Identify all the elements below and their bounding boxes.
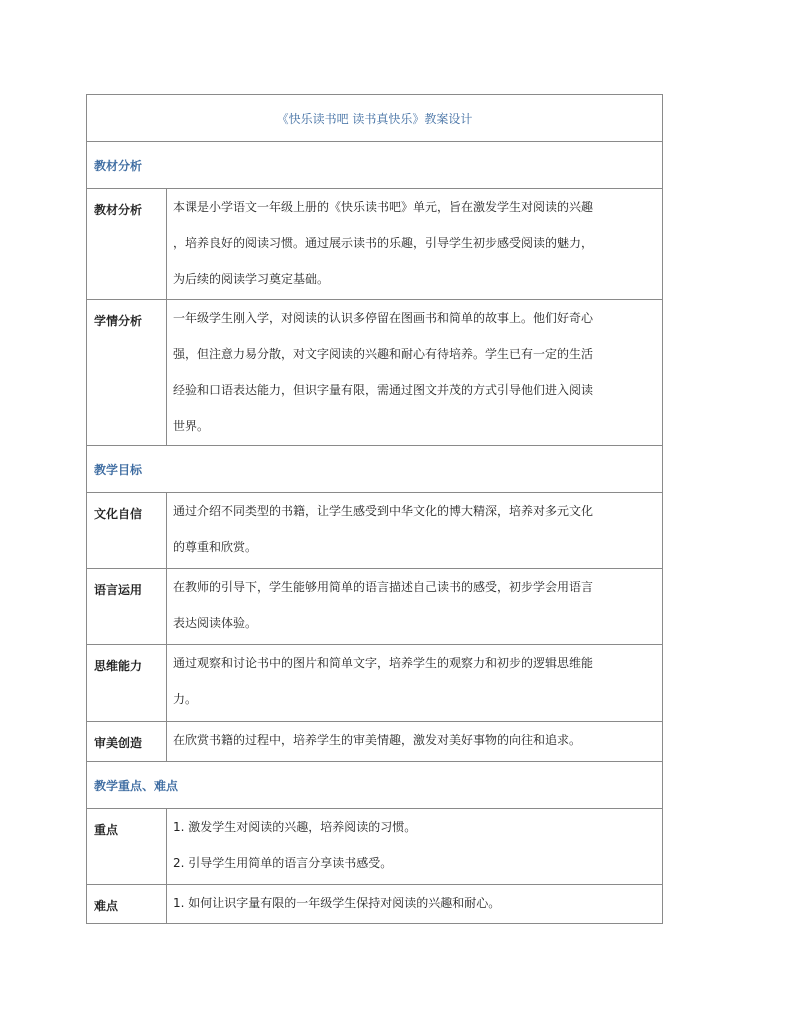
content-line: 经验和口语表达能力，但识字量有限，需通过图文并茂的方式引导他们进入阅读	[173, 383, 594, 397]
section-header-row	[87, 762, 663, 809]
content-line: 通过观察和讨论书中的图片和简单文字，培养学生的观察力和初步的逻辑思维能	[173, 656, 594, 670]
row-label: 思维能力	[87, 645, 167, 722]
section-heading: 教学目标	[87, 446, 663, 493]
table-row	[87, 493, 663, 569]
content-line: 一年级学生刚入学，对阅读的认识多停留在图画书和简单的故事上。他们好奇心	[173, 311, 594, 325]
table-row	[87, 189, 663, 300]
content-line: 在欣赏书籍的过程中，培养学生的审美情趣，激发对美好事物的向往和追求。	[173, 733, 582, 747]
row-content	[167, 809, 663, 885]
lesson-plan-table	[86, 94, 663, 924]
table-row	[87, 885, 663, 924]
table-row	[87, 645, 663, 722]
row-label: 学情分析	[87, 300, 167, 446]
row-label: 文化自信	[87, 493, 167, 569]
content-line: 2. 引导学生用简单的语言分享读书感受。	[173, 856, 393, 870]
table-row	[87, 809, 663, 885]
section-header-row	[87, 142, 663, 189]
content-line: 世界。	[173, 419, 210, 433]
row-content	[167, 645, 663, 722]
row-content	[167, 493, 663, 569]
row-content	[167, 300, 663, 446]
table-row	[87, 722, 663, 762]
content-line: 强，但注意力易分散，对文字阅读的兴趣和耐心有待培养。学生已有一定的生活	[173, 347, 594, 361]
row-label: 重点	[87, 809, 167, 885]
document-title: 《快乐读书吧 读书真快乐》教案设计	[87, 95, 663, 142]
title-row	[87, 95, 663, 142]
row-content	[167, 189, 663, 300]
row-content	[167, 569, 663, 645]
lesson-plan-document	[86, 94, 662, 924]
content-line: 表达阅读体验。	[173, 616, 258, 630]
content-line: 的尊重和欣赏。	[173, 540, 258, 554]
row-label: 语言运用	[87, 569, 167, 645]
content-line: 在教师的引导下，学生能够用简单的语言描述自己读书的感受，初步学会用语言	[173, 580, 594, 594]
content-line: 1. 如何让识字量有限的一年级学生保持对阅读的兴趣和耐心。	[173, 896, 501, 910]
row-label: 审美创造	[87, 722, 167, 762]
row-label: 难点	[87, 885, 167, 924]
section-heading: 教材分析	[87, 142, 663, 189]
table-row	[87, 569, 663, 645]
row-content	[167, 885, 663, 924]
row-label: 教材分析	[87, 189, 167, 300]
content-line: 力。	[173, 692, 198, 706]
row-content	[167, 722, 663, 762]
content-line: ，培养良好的阅读习惯。通过展示读书的乐趣，引导学生初步感受阅读的魅力，	[173, 236, 594, 250]
content-line: 通过介绍不同类型的书籍，让学生感受到中华文化的博大精深，培养对多元文化	[173, 504, 594, 518]
section-header-row	[87, 446, 663, 493]
content-line: 本课是小学语文一年级上册的《快乐读书吧》单元，旨在激发学生对阅读的兴趣	[173, 200, 594, 214]
content-line: 为后续的阅读学习奠定基础。	[173, 272, 330, 286]
content-line: 1. 激发学生对阅读的兴趣，培养阅读的习惯。	[173, 820, 417, 834]
table-row	[87, 300, 663, 446]
section-heading: 教学重点、难点	[87, 762, 663, 809]
